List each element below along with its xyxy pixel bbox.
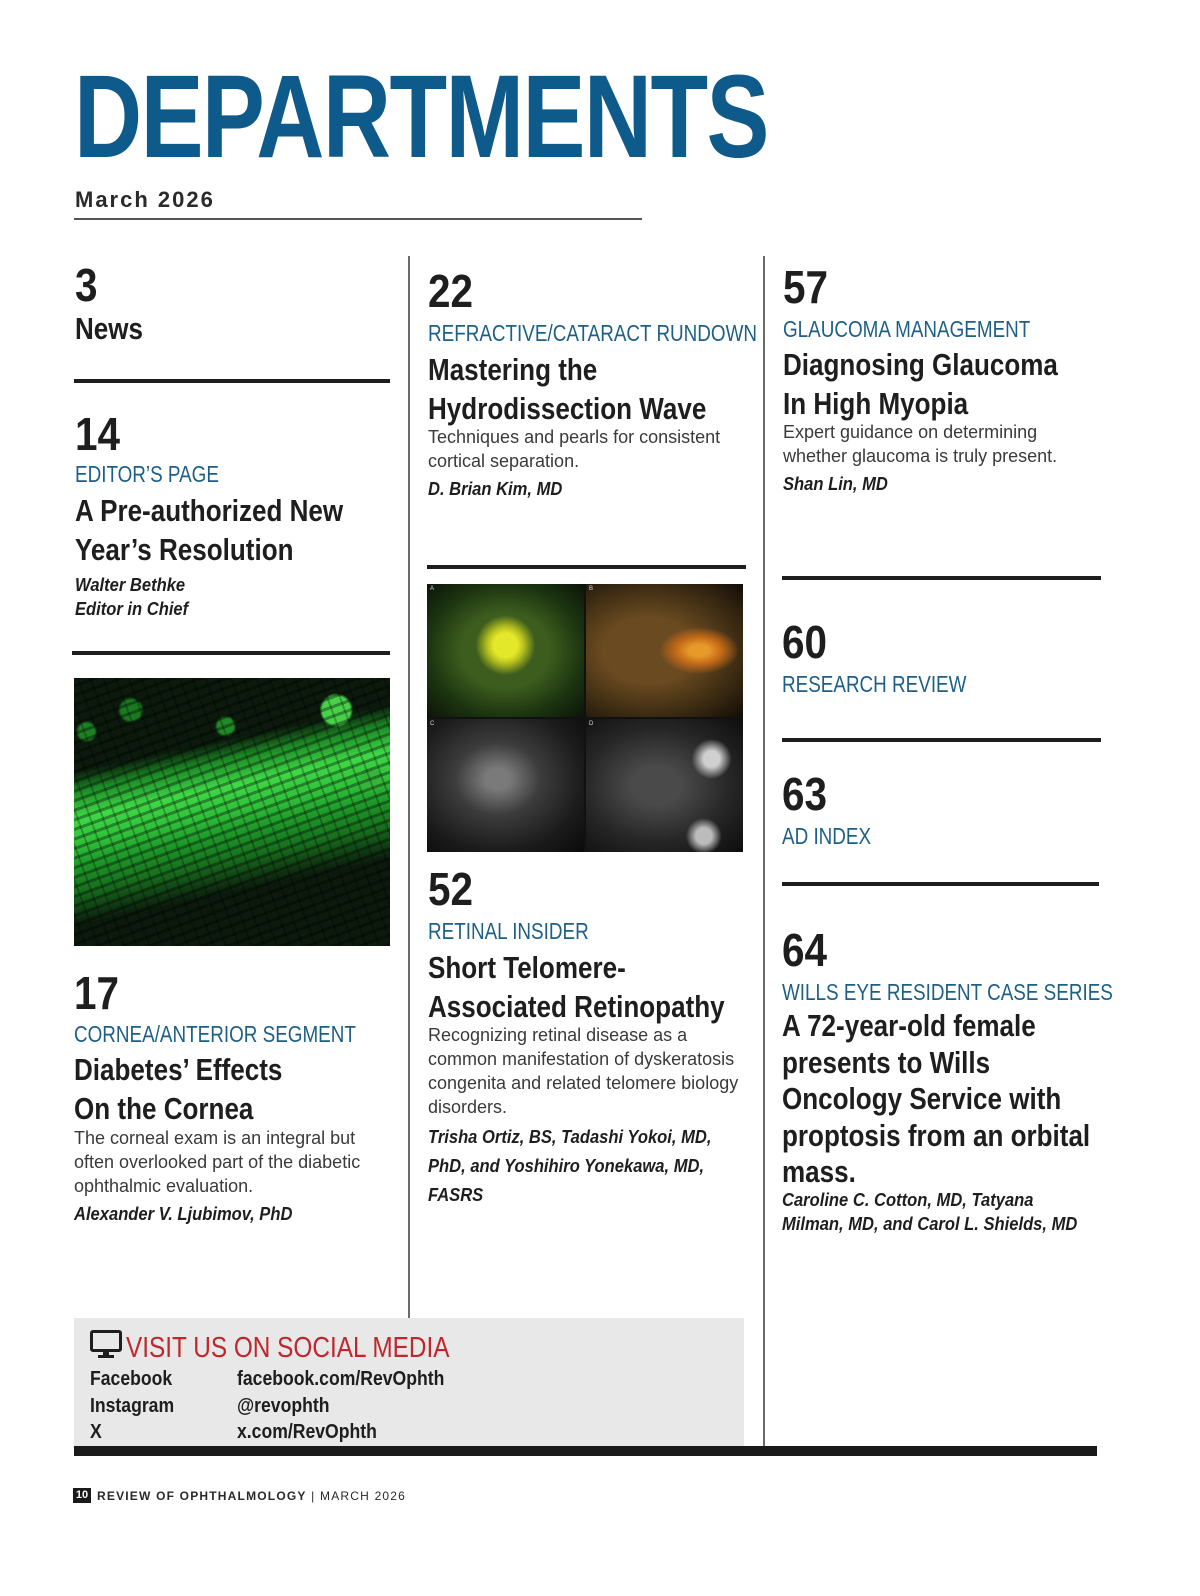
editor-author-title: Editor in Chief bbox=[75, 599, 189, 619]
cornea-headline-line1[interactable]: Diabetes’ Effects bbox=[74, 1052, 283, 1087]
retina-panel-a: A bbox=[427, 584, 584, 717]
editor-department: EDITOR’S PAGE bbox=[75, 461, 219, 487]
refractive-department: REFRACTIVE/CATARACT RUNDOWN bbox=[428, 320, 758, 346]
section-divider bbox=[782, 738, 1101, 742]
retina-imaging-figure bbox=[427, 584, 743, 852]
column-divider-left bbox=[408, 256, 410, 1318]
cornea-headline-line2[interactable]: On the Cornea bbox=[74, 1091, 254, 1126]
social-media-title: VISIT US ON SOCIAL MEDIA bbox=[126, 1332, 450, 1364]
page-title: DEPARTMENTS bbox=[74, 51, 768, 183]
retinal-author: Trisha Ortiz, BS, Tadashi Yokoi, MD, PhD, and Yoshihiro Yonekawa, MD, FASRS bbox=[428, 1127, 712, 1205]
glaucoma-page-number: 57 bbox=[783, 261, 829, 313]
cornea-page-number: 17 bbox=[74, 967, 120, 1019]
editor-headline[interactable]: A Pre-authorized New Year’s Resolution bbox=[75, 493, 344, 567]
social-label-x: X bbox=[90, 1421, 102, 1443]
retinal-headline[interactable]: Short Telomere-Associated Retinopathy bbox=[428, 950, 725, 1024]
wills-page-number: 64 bbox=[782, 924, 828, 976]
running-footer bbox=[97, 1489, 406, 1504]
section-divider bbox=[74, 379, 390, 383]
cornea-author: Alexander V. Ljubimov, PhD bbox=[74, 1204, 293, 1224]
retinal-page-number: 52 bbox=[428, 863, 474, 915]
retina-panel-c: C bbox=[427, 719, 584, 852]
cornea-micrograph-image bbox=[74, 678, 390, 946]
wills-department: WILLS EYE RESIDENT CASE SERIES bbox=[782, 979, 1113, 1005]
editor-author: Walter Bethke bbox=[75, 575, 186, 595]
research-page-number: 60 bbox=[782, 616, 828, 668]
glaucoma-headline[interactable]: Diagnosing Glaucoma In High Myopia bbox=[783, 347, 1058, 421]
research-department[interactable]: RESEARCH REVIEW bbox=[782, 671, 967, 697]
column-divider-right bbox=[763, 256, 765, 1450]
news-title[interactable]: News bbox=[75, 311, 144, 346]
refractive-headline[interactable]: Mastering the Hydrodissection Wave bbox=[428, 352, 707, 426]
glaucoma-author: Shan Lin, MD bbox=[783, 474, 888, 494]
social-label-facebook: Facebook bbox=[90, 1368, 173, 1390]
monitor-icon bbox=[90, 1330, 122, 1360]
section-divider bbox=[427, 565, 746, 569]
social-link-x[interactable]: x.com/RevOphth bbox=[237, 1421, 377, 1443]
footer-publication: REVIEW OF OPHTHALMOLOGY bbox=[97, 1489, 307, 1503]
social-link-facebook[interactable]: facebook.com/RevOphth bbox=[237, 1368, 445, 1390]
cornea-deck: The corneal exam is an integral but often overlooked part of the diabetic ophthalmic evaluation. bbox=[74, 1128, 361, 1196]
retina-panel-d: D bbox=[586, 719, 743, 852]
footer-separator: | bbox=[311, 1489, 316, 1503]
adindex-page-number: 63 bbox=[782, 768, 828, 820]
title-divider bbox=[74, 218, 642, 220]
bottom-rule bbox=[74, 1446, 1097, 1456]
section-divider bbox=[72, 651, 390, 655]
retinal-department: RETINAL INSIDER bbox=[428, 918, 589, 944]
social-link-instagram[interactable]: @revophth bbox=[237, 1395, 330, 1417]
section-divider bbox=[782, 882, 1099, 886]
footer-issue: MARCH 2026 bbox=[320, 1489, 407, 1503]
editor-page-number: 14 bbox=[75, 408, 121, 460]
wills-author: Caroline C. Cotton, MD, Tatyana Milman, MD, and Carol L. Shields, MD bbox=[782, 1190, 1078, 1234]
retinal-deck: Recognizing retinal disease as a common manifestation of dyskeratosis congenita and related telomere biology disorders. bbox=[428, 1025, 739, 1117]
cornea-department: CORNEA/ANTERIOR SEGMENT bbox=[74, 1021, 356, 1047]
retina-panel-b: B bbox=[586, 584, 743, 717]
social-label-instagram: Instagram bbox=[90, 1395, 175, 1417]
news-page-number: 3 bbox=[75, 259, 98, 311]
wills-headline[interactable]: A 72-year-old female presents to Wills Oncology Service with proptosis from an orbital mass. bbox=[782, 1008, 1091, 1189]
glaucoma-deck: Expert guidance on determining whether glaucoma is truly present. bbox=[783, 422, 1058, 466]
refractive-deck: Techniques and pearls for consistent cortical separation. bbox=[428, 427, 721, 471]
page-folio: 10 bbox=[73, 1488, 91, 1503]
adindex-department[interactable]: AD INDEX bbox=[782, 823, 872, 849]
issue-date: March 2026 bbox=[75, 187, 215, 212]
glaucoma-department: GLAUCOMA MANAGEMENT bbox=[783, 316, 1031, 342]
refractive-author: D. Brian Kim, MD bbox=[428, 479, 563, 499]
refractive-page-number: 22 bbox=[428, 265, 474, 317]
section-divider bbox=[782, 576, 1101, 580]
